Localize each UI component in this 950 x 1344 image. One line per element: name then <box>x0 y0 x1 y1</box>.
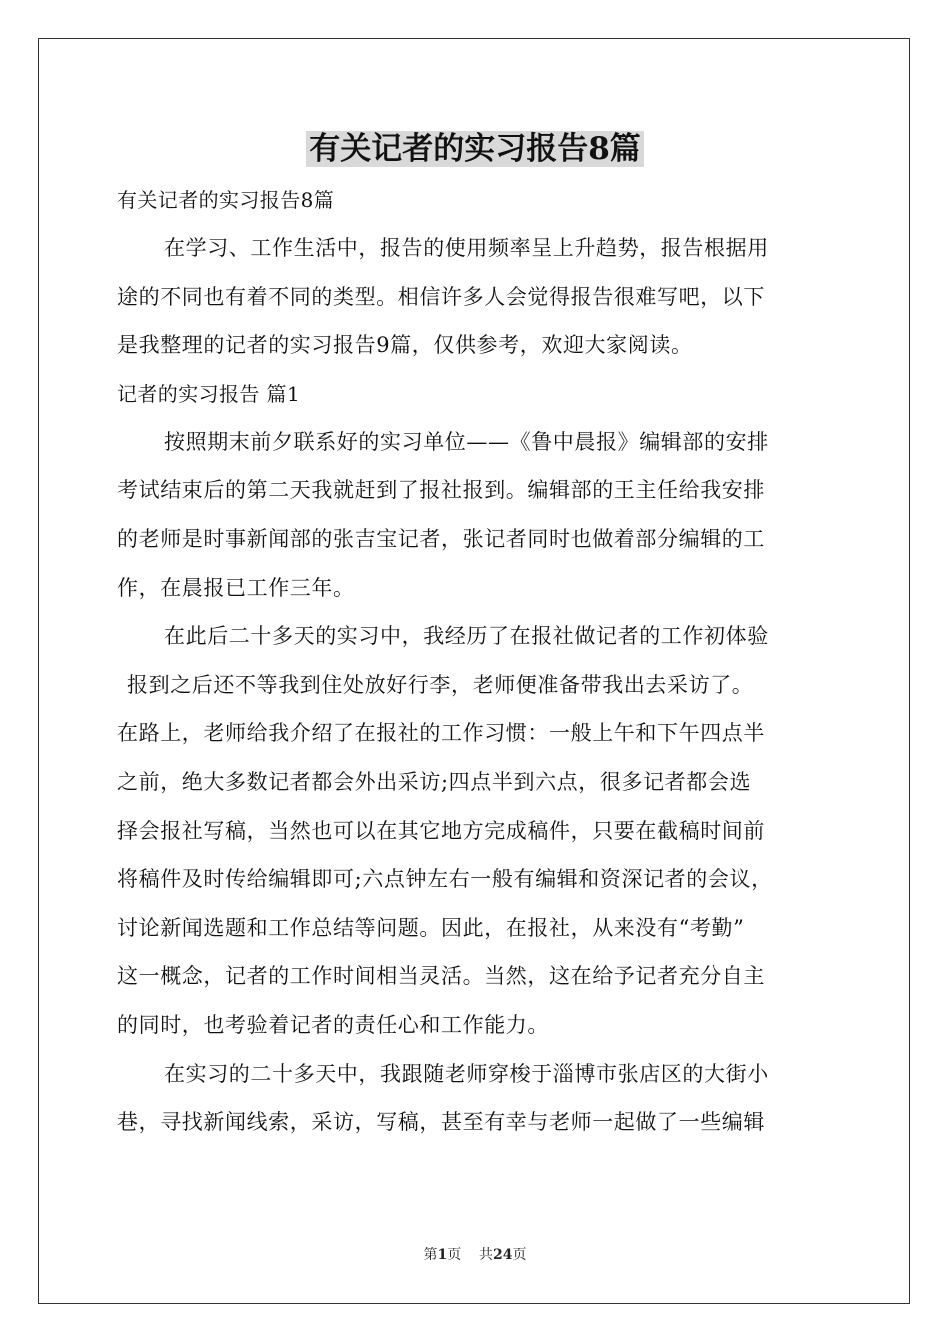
body-line: 的同时，也考验着记者的责任心和工作能力。 <box>117 1012 549 1037</box>
body-line: 巷，寻找新闻线索，采访，写稿，甚至有幸与老师一起做了一些编辑 <box>117 1110 765 1135</box>
page-footer <box>0 1244 950 1266</box>
body-line: 讨论新闻选题和工作总结等问题。因此，在报社，从来没有“考勤” <box>117 915 745 940</box>
body-line: 作，在晨报已工作三年。 <box>117 575 355 600</box>
body-line: 是我整理的记者的实习报告9篇，仅供参考，欢迎大家阅读。 <box>117 333 693 358</box>
body-line: 途的不同也有着不同的类型。相信许多人会觉得报告很难写吧，以下 <box>117 284 765 309</box>
document-title-text: 有关记者的实习报告8篇 <box>306 131 644 167</box>
body-line: 将稿件及时传给编辑即可;六点钟左右一般有编辑和资深记者的会议， <box>117 867 773 892</box>
body-line: 考试结束后的第二天我就赶到了报社报到。编辑部的王主任给我安排 <box>117 478 765 503</box>
body-line: 按照期末前夕联系好的实习单位——《鲁中晨报》编辑部的安排 <box>164 429 769 454</box>
footer-suffix: 页 <box>512 1247 527 1263</box>
document-subtitle: 有关记者的实习报告8篇 <box>117 188 335 212</box>
document-body <box>117 176 839 1147</box>
section-heading: 记者的实习报告 篇1 <box>117 381 301 406</box>
body-line: 在实习的二十多天中，我跟随老师穿梭于淄博市张店区的大街小 <box>164 1061 769 1086</box>
body-line: 在此后二十多天的实习中，我经历了在报社做记者的工作初体验 <box>164 624 769 649</box>
footer-page-number: 1 <box>437 1247 448 1263</box>
body-line: 这一概念，记者的工作时间相当灵活。当然，这在给予记者充分自主 <box>117 964 765 989</box>
body-line: 在学习、工作生活中，报告的使用频率呈上升趋势，报告根据用 <box>164 236 769 260</box>
body-line: 择会报社写稿，当然也可以在其它地方完成稿件，只要在截稿时间前 <box>117 818 765 843</box>
body-line: 的老师是时事新闻部的张吉宝记者，张记者同时也做着部分编辑的工 <box>117 526 765 551</box>
footer-prefix: 第 <box>423 1247 438 1263</box>
body-line: 在路上，老师给我介绍了在报社的工作习惯：一般上午和下午四点半 <box>117 721 765 746</box>
footer-total-pages: 24 <box>493 1247 513 1263</box>
body-line: 之前，绝大多数记者都会外出采访;四点半到六点，很多记者都会选 <box>117 769 752 794</box>
body-line: 报到之后还不等我到住处放好行李，老师便准备带我出去采访了。 <box>127 672 754 697</box>
document-title <box>0 124 950 174</box>
footer-middle: 页 共 <box>447 1247 494 1263</box>
